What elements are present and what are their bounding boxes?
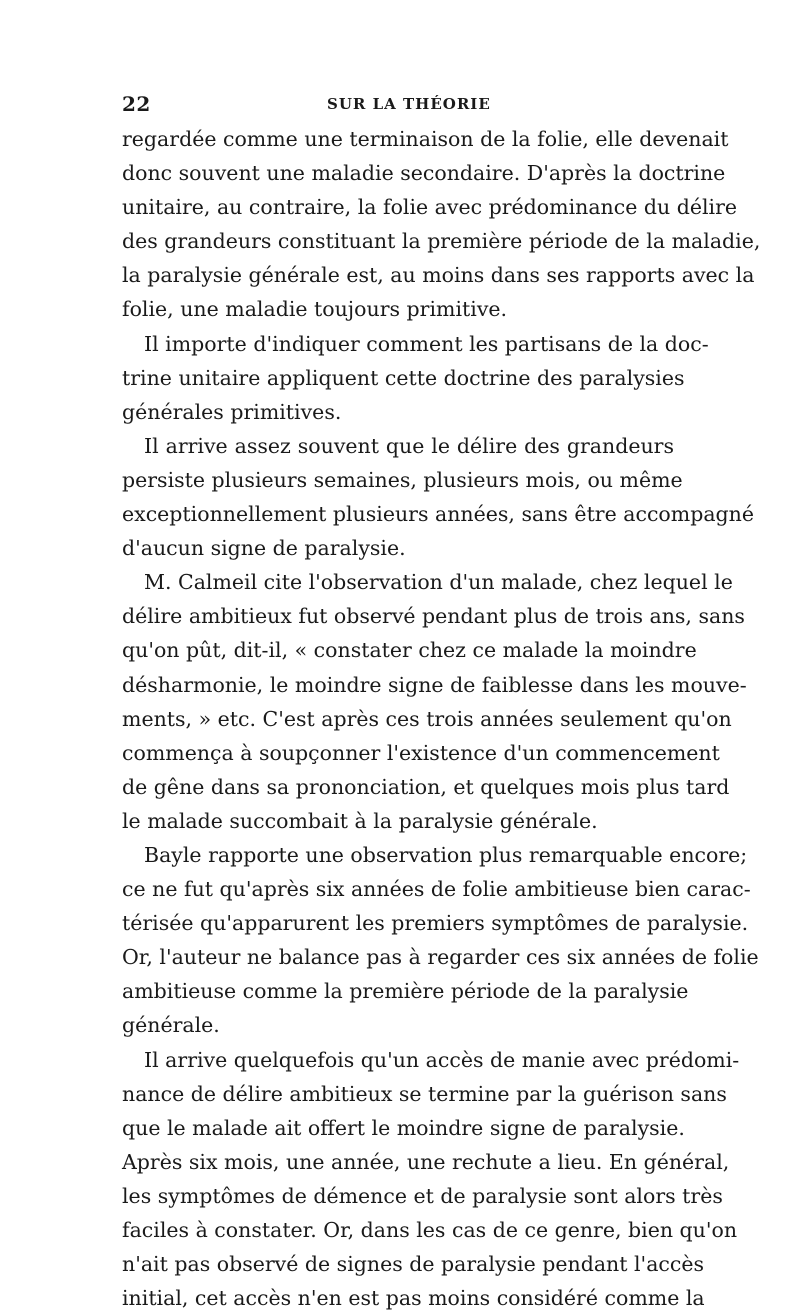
text-line: trine unitaire appliquent cette doctrine des paralysies (122, 365, 685, 390)
text-line: la paralysie générale est, au moins dans ses rapports avec la (122, 263, 755, 288)
text-line: ments, » etc. C'est après ces trois années seulement qu'on (122, 706, 732, 731)
text-line: unitaire, au contraire, la folie avec prédominance du délire (122, 195, 738, 220)
text-line: M. Calmeil cite l'observation d'un malade, chez lequel le (144, 570, 733, 595)
text-line: Bayle rapporte une observation plus remarquable encore; (144, 842, 748, 867)
text-line: les symptômes de démence et de paralysie sont alors très (122, 1183, 723, 1208)
page-header (122, 92, 682, 114)
text-line: que le malade ait offert le moindre signe de paralysie. (122, 1115, 685, 1140)
text-line: commença à soupçonner l'existence d'un commencement (122, 740, 720, 765)
text-line: initial, cet accès n'en est pas moins considéré comme la (122, 1286, 705, 1311)
text-line: regardée comme une terminaison de la folie, elle devenait (122, 127, 729, 151)
text-line: donc souvent une maladie secondaire. D'après la doctrine (122, 161, 726, 186)
text-line: Il arrive quelquefois qu'un accès de manie avec prédomi- (144, 1047, 740, 1072)
running-title: SUR LA THÉORIE (327, 95, 491, 113)
text-line: désharmonie, le moindre signe de faiblesse dans les mouve- (122, 672, 747, 697)
text-line: Il importe d'indiquer comment les partisans de la doc- (144, 331, 709, 356)
text-line: ambitieuse comme la première période de la paralysie (122, 979, 689, 1004)
text-line: le malade succombait à la paralysie générale. (122, 808, 598, 833)
text-line: n'ait pas observé de signes de paralysie pendant l'accès (122, 1252, 705, 1277)
text-line: qu'on pût, dit-il, « constater chez ce malade la moindre (122, 638, 697, 663)
text-line: exceptionnellement plusieurs années, sans être accompagné (122, 502, 755, 527)
text-line: générale. (122, 1013, 220, 1038)
text-line: d'aucun signe de paralysie. (122, 536, 406, 561)
page-number: 22 (122, 92, 151, 116)
text-line: délire ambitieux fut observé pendant plus de trois ans, sans (122, 604, 745, 629)
text-line: Après six mois, une année, une rechute a lieu. En général, (122, 1149, 730, 1174)
text-line: générales primitives. (122, 399, 342, 424)
text-line: des grandeurs constituant la première période de la maladie, (122, 229, 761, 254)
body-text (122, 122, 761, 1315)
text-line: de gêne dans sa prononciation, et quelques mois plus tard (122, 774, 730, 799)
text-line: Il arrive assez souvent que le délire des grandeurs (144, 433, 674, 458)
text-line: folie, une maladie toujours primitive. (122, 297, 508, 322)
text-line: persiste plusieurs semaines, plusieurs mois, ou même (122, 467, 683, 492)
text-line: ce ne fut qu'après six années de folie ambitieuse bien carac- (122, 877, 751, 902)
text-line: faciles à constater. Or, dans les cas de ce genre, bien qu'on (122, 1218, 738, 1242)
text-line: térisée qu'apparurent les premiers symptômes de paralysie. (122, 911, 749, 936)
text-line: nance de délire ambitieux se termine par la guérison sans (122, 1081, 727, 1106)
text-line: Or, l'auteur ne balance pas à regarder ces six années de folie (122, 945, 759, 970)
